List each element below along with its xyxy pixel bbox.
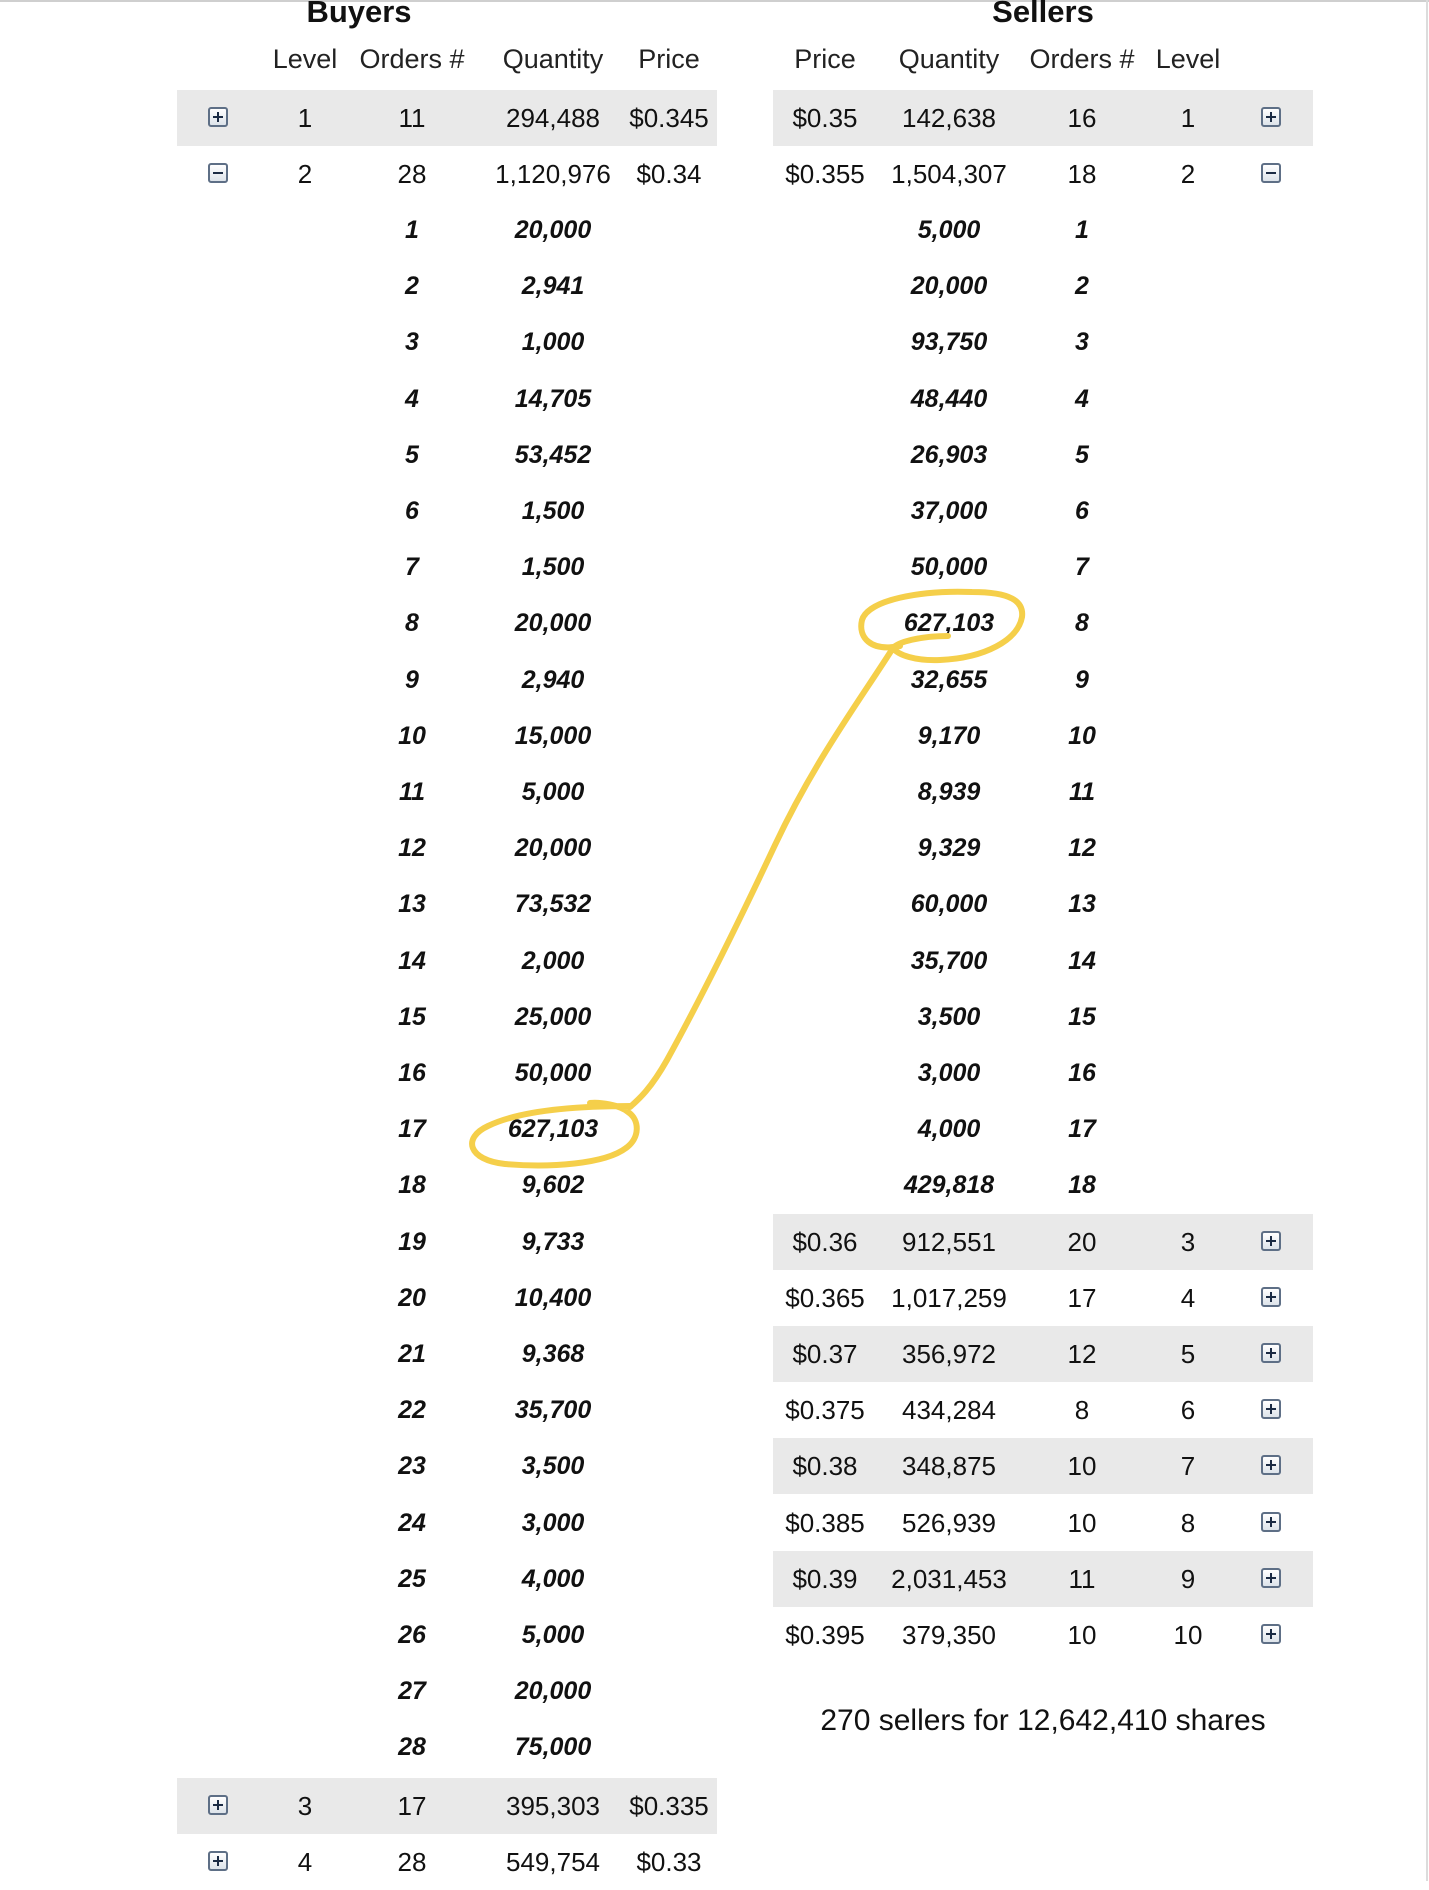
seller-order-quantity: 429,818 xyxy=(903,1171,995,1200)
sellers-level-row[interactable] xyxy=(773,1607,1313,1663)
seller-order-quantity: 4,000 xyxy=(917,1115,981,1144)
sellers-price: $0.36 xyxy=(792,1226,858,1257)
sellers-header-orders: Orders # xyxy=(1029,44,1135,74)
buyers-quantity: 1,120,976 xyxy=(495,159,611,189)
seller-order-number: 6 xyxy=(1075,497,1089,525)
seller-order-quantity: 32,655 xyxy=(910,665,988,694)
buyer-order-quantity: 3,500 xyxy=(521,1452,585,1481)
sellers-quantity: 1,017,259 xyxy=(891,1282,1007,1313)
buyer-order-row xyxy=(177,1270,717,1326)
buyer-order-quantity: 20,000 xyxy=(514,834,592,863)
buyer-order-number: 28 xyxy=(398,1733,426,1762)
seller-order-number: 16 xyxy=(1068,1059,1096,1087)
collapse-icon[interactable] xyxy=(208,163,228,183)
sellers-quantity: 356,972 xyxy=(902,1339,996,1369)
seller-order-number: 4 xyxy=(1075,384,1089,413)
sellers-orders: 16 xyxy=(1067,103,1097,133)
buyers-quantity: 395,303 xyxy=(506,1791,600,1821)
sellers-orders: 20 xyxy=(1067,1226,1097,1257)
seller-order-row xyxy=(773,989,1313,1045)
sellers-price: $0.38 xyxy=(792,1451,858,1482)
buyer-order-number: 15 xyxy=(398,1002,426,1031)
seller-order-number: 10 xyxy=(1068,721,1096,750)
sellers-quantity: 526,939 xyxy=(902,1507,996,1538)
expand-icon[interactable] xyxy=(1261,1343,1281,1363)
seller-order-quantity: 37,000 xyxy=(910,497,988,525)
sellers-level: 8 xyxy=(1180,1507,1196,1538)
buyer-order-quantity: 14,705 xyxy=(514,384,592,413)
seller-order-number: 2 xyxy=(1075,272,1089,301)
buyer-order-row xyxy=(177,989,717,1045)
buyer-order-quantity: 627,103 xyxy=(507,1115,599,1144)
sellers-level-row[interactable] xyxy=(773,1551,1313,1607)
buyers-level: 4 xyxy=(297,1847,313,1877)
buyers-level-row[interactable] xyxy=(177,90,717,146)
buyer-order-row xyxy=(177,427,717,483)
sellers-title: Sellers xyxy=(992,0,1094,29)
seller-order-number: 3 xyxy=(1075,328,1089,357)
expand-icon[interactable] xyxy=(1261,1624,1281,1644)
buyer-order-quantity: 20,000 xyxy=(514,1677,592,1706)
buyer-order-row xyxy=(177,933,717,989)
buyer-order-quantity: 20,000 xyxy=(514,609,592,638)
buyer-order-number: 12 xyxy=(398,834,426,863)
seller-order-quantity: 93,750 xyxy=(910,328,988,357)
buyer-order-number: 18 xyxy=(398,1171,426,1200)
sellers-quantity: 912,551 xyxy=(902,1226,996,1257)
buyer-order-number: 11 xyxy=(399,778,425,806)
seller-order-row xyxy=(773,1045,1313,1101)
buyer-order-number: 27 xyxy=(398,1677,426,1706)
seller-order-quantity: 20,000 xyxy=(910,272,988,301)
sellers-header xyxy=(773,44,1313,84)
seller-order-row xyxy=(773,933,1313,989)
buyers-header-orders: Orders # xyxy=(359,44,465,74)
seller-order-row xyxy=(773,595,1313,651)
buyer-order-row xyxy=(177,314,717,370)
right-edge-divider xyxy=(1426,0,1428,1881)
seller-order-quantity: 48,440 xyxy=(910,384,988,413)
seller-order-number: 18 xyxy=(1068,1171,1096,1200)
seller-order-row xyxy=(773,258,1313,314)
seller-order-row xyxy=(773,1157,1313,1213)
buyer-order-row xyxy=(177,539,717,595)
sellers-orders: 10 xyxy=(1067,1620,1097,1650)
buyer-order-quantity: 4,000 xyxy=(521,1564,585,1593)
buyer-order-quantity: 73,532 xyxy=(514,890,592,919)
seller-order-number: 7 xyxy=(1075,553,1089,582)
seller-order-quantity: 9,170 xyxy=(917,721,981,750)
sellers-level-row[interactable] xyxy=(773,1270,1313,1326)
sellers-orders: 17 xyxy=(1067,1282,1097,1313)
expand-icon[interactable] xyxy=(1261,107,1281,127)
buyer-order-number: 21 xyxy=(398,1340,426,1368)
buyer-order-row xyxy=(177,1551,717,1607)
expand-icon[interactable] xyxy=(1261,1231,1281,1251)
buyers-price: $0.335 xyxy=(629,1791,709,1821)
buyers-orders: 11 xyxy=(398,103,426,133)
buyers-orders: 17 xyxy=(397,1791,427,1821)
buyers-header-level: Level xyxy=(272,44,338,74)
expand-icon[interactable] xyxy=(1261,1568,1281,1588)
seller-order-row xyxy=(773,539,1313,595)
buyer-order-number: 2 xyxy=(405,272,419,301)
sellers-orders: 8 xyxy=(1074,1395,1090,1426)
sellers-orders: 10 xyxy=(1067,1507,1097,1538)
seller-order-number: 13 xyxy=(1068,890,1096,919)
buyer-order-number: 10 xyxy=(398,721,426,750)
buyer-order-row xyxy=(177,1607,717,1663)
sellers-price: $0.37 xyxy=(792,1339,858,1369)
buyer-order-row xyxy=(177,258,717,314)
buyer-order-number: 1 xyxy=(405,216,419,244)
buyer-order-quantity: 20,000 xyxy=(514,216,592,244)
sellers-price: $0.35 xyxy=(792,103,858,133)
seller-order-row xyxy=(773,1101,1313,1157)
sellers-level-row[interactable] xyxy=(773,146,1313,202)
expand-icon[interactable] xyxy=(1261,1512,1281,1532)
buyer-order-quantity: 2,940 xyxy=(521,665,585,694)
buyer-order-row xyxy=(177,1663,717,1719)
buyers-level: 3 xyxy=(297,1791,313,1821)
buyer-order-row xyxy=(177,820,717,876)
seller-order-quantity: 50,000 xyxy=(910,553,988,582)
seller-order-quantity: 3,500 xyxy=(917,1002,981,1031)
buyer-order-number: 9 xyxy=(405,665,419,694)
sellers-quantity: 348,875 xyxy=(902,1451,996,1482)
buyer-order-number: 26 xyxy=(398,1621,426,1649)
buyer-order-row xyxy=(177,1495,717,1551)
buyer-order-number: 24 xyxy=(398,1508,426,1537)
seller-order-number: 12 xyxy=(1068,834,1096,863)
seller-order-quantity: 8,939 xyxy=(917,778,981,806)
buyer-order-quantity: 9,733 xyxy=(521,1227,585,1256)
collapse-icon[interactable] xyxy=(1261,163,1281,183)
seller-order-row xyxy=(773,820,1313,876)
seller-order-number: 15 xyxy=(1068,1002,1096,1031)
seller-order-number: 11 xyxy=(1069,778,1095,806)
sellers-header-quantity: Quantity xyxy=(898,44,1000,74)
buyer-order-number: 19 xyxy=(398,1227,426,1256)
sellers-header-level: Level xyxy=(1155,44,1221,74)
seller-order-quantity: 26,903 xyxy=(910,440,988,469)
seller-order-number: 1 xyxy=(1075,216,1089,244)
buyer-order-number: 22 xyxy=(398,1396,426,1425)
sellers-level: 2 xyxy=(1180,159,1196,189)
sellers-quantity: 142,638 xyxy=(902,103,996,133)
buyer-order-row xyxy=(177,652,717,708)
sellers-level: 3 xyxy=(1180,1226,1196,1257)
buyers-orders: 28 xyxy=(397,159,427,189)
buyer-order-row xyxy=(177,708,717,764)
sellers-summary: 270 sellers for 12,642,410 shares xyxy=(820,1704,1266,1737)
sellers-level: 4 xyxy=(1180,1282,1196,1313)
expand-icon[interactable] xyxy=(1261,1455,1281,1475)
buyer-order-number: 13 xyxy=(398,890,426,919)
buyers-quantity: 294,488 xyxy=(506,103,600,133)
buyer-order-quantity: 35,700 xyxy=(514,1396,592,1425)
seller-order-quantity: 5,000 xyxy=(917,216,981,244)
sellers-level: 5 xyxy=(1180,1339,1196,1369)
sellers-level: 7 xyxy=(1180,1451,1196,1482)
sellers-price: $0.385 xyxy=(785,1507,865,1538)
buyer-order-number: 6 xyxy=(405,497,419,525)
buyer-order-number: 25 xyxy=(398,1564,426,1593)
buyers-price: $0.34 xyxy=(636,159,702,189)
seller-order-number: 17 xyxy=(1068,1115,1096,1144)
seller-order-number: 5 xyxy=(1075,440,1089,469)
buyer-order-quantity: 1,500 xyxy=(521,497,585,525)
buyer-order-number: 16 xyxy=(398,1059,426,1087)
sellers-level-row[interactable] xyxy=(773,1214,1313,1270)
buyer-order-number: 7 xyxy=(405,553,419,582)
seller-order-row xyxy=(773,708,1313,764)
seller-order-row xyxy=(773,314,1313,370)
seller-order-quantity: 9,329 xyxy=(917,834,981,863)
buyer-order-quantity: 9,602 xyxy=(521,1171,585,1200)
sellers-price: $0.355 xyxy=(785,159,865,189)
buyer-order-number: 23 xyxy=(398,1452,426,1481)
buyer-order-row xyxy=(177,202,717,258)
seller-order-number: 8 xyxy=(1075,609,1089,638)
buyer-order-number: 20 xyxy=(398,1283,426,1312)
seller-order-quantity: 35,700 xyxy=(910,946,988,975)
buyers-orders: 28 xyxy=(397,1847,427,1877)
expand-icon[interactable] xyxy=(1261,1399,1281,1419)
seller-order-row xyxy=(773,764,1313,820)
expand-icon[interactable] xyxy=(208,1851,228,1871)
buyer-order-row xyxy=(177,1214,717,1270)
buyers-level: 1 xyxy=(297,103,313,133)
sellers-header-price: Price xyxy=(794,44,856,74)
buyers-level-row[interactable] xyxy=(177,1834,717,1890)
seller-order-row xyxy=(773,876,1313,932)
buyers-quantity: 549,754 xyxy=(506,1847,600,1877)
seller-order-quantity: 60,000 xyxy=(910,890,988,919)
buyer-order-row xyxy=(177,1045,717,1101)
buyer-order-number: 5 xyxy=(405,440,419,469)
buyer-order-quantity: 1,500 xyxy=(521,553,585,582)
buyers-level-row[interactable] xyxy=(177,146,717,202)
seller-order-number: 9 xyxy=(1075,665,1089,694)
buyer-order-quantity: 75,000 xyxy=(514,1733,592,1762)
buyer-order-row xyxy=(177,371,717,427)
buyers-title: Buyers xyxy=(306,0,412,29)
sellers-quantity: 434,284 xyxy=(902,1395,996,1426)
seller-order-row xyxy=(773,427,1313,483)
expand-icon[interactable] xyxy=(208,1795,228,1815)
buyers-price: $0.33 xyxy=(636,1847,702,1877)
buyer-order-quantity: 53,452 xyxy=(514,440,592,469)
sellers-level-row[interactable] xyxy=(773,1382,1313,1438)
buyers-level: 2 xyxy=(297,159,313,189)
sellers-price: $0.365 xyxy=(785,1282,865,1313)
buyer-order-row xyxy=(177,483,717,539)
buyer-order-row xyxy=(177,764,717,820)
sellers-level-row[interactable] xyxy=(773,1495,1313,1551)
sellers-level-row[interactable] xyxy=(773,1438,1313,1494)
buyer-order-number: 17 xyxy=(398,1115,426,1144)
buyer-order-quantity: 9,368 xyxy=(521,1340,585,1368)
buyer-order-row xyxy=(177,1101,717,1157)
expand-icon[interactable] xyxy=(208,107,228,127)
buyer-order-row xyxy=(177,1438,717,1494)
buyer-order-quantity: 1,000 xyxy=(521,328,585,357)
buyers-price: $0.345 xyxy=(629,103,709,133)
sellers-quantity: 379,350 xyxy=(902,1620,996,1650)
sellers-price: $0.39 xyxy=(792,1563,858,1594)
buyer-order-quantity: 10,400 xyxy=(514,1283,592,1312)
buyer-order-quantity: 15,000 xyxy=(514,721,592,750)
seller-order-number: 14 xyxy=(1068,946,1096,975)
buyer-order-row xyxy=(177,1719,717,1775)
buyer-order-number: 3 xyxy=(405,328,419,357)
buyer-order-row xyxy=(177,1382,717,1438)
seller-order-row xyxy=(773,483,1313,539)
buyers-header-price: Price xyxy=(638,44,700,74)
sellers-orders: 18 xyxy=(1067,159,1097,189)
buyer-order-quantity: 5,000 xyxy=(521,778,585,806)
expand-icon[interactable] xyxy=(1261,1287,1281,1307)
buyer-order-quantity: 5,000 xyxy=(521,1621,585,1649)
seller-order-quantity: 3,000 xyxy=(917,1059,981,1087)
sellers-level-row[interactable] xyxy=(773,1326,1313,1382)
buyers-header-quantity: Quantity xyxy=(502,44,604,74)
seller-order-quantity: 627,103 xyxy=(903,609,995,638)
buyer-order-number: 4 xyxy=(405,384,419,413)
sellers-level-row[interactable] xyxy=(773,90,1313,146)
buyer-order-quantity: 2,000 xyxy=(521,946,585,975)
buyers-level-row[interactable] xyxy=(177,1778,717,1834)
buyer-order-row xyxy=(177,1157,717,1213)
seller-order-row xyxy=(773,652,1313,708)
sellers-orders: 12 xyxy=(1067,1339,1097,1369)
buyer-order-row xyxy=(177,595,717,651)
sellers-level: 6 xyxy=(1180,1395,1196,1426)
sellers-level: 10 xyxy=(1173,1620,1203,1650)
sellers-orders: 11 xyxy=(1068,1563,1096,1594)
sellers-quantity: 1,504,307 xyxy=(891,159,1007,189)
buyer-order-row xyxy=(177,1326,717,1382)
buyer-order-quantity: 25,000 xyxy=(514,1002,592,1031)
seller-order-row xyxy=(773,371,1313,427)
buyer-order-quantity: 50,000 xyxy=(514,1059,592,1087)
sellers-quantity: 2,031,453 xyxy=(891,1563,1007,1594)
buyer-order-number: 8 xyxy=(405,609,419,638)
sellers-level: 9 xyxy=(1180,1563,1196,1594)
buyer-order-row xyxy=(177,876,717,932)
sellers-orders: 10 xyxy=(1067,1451,1097,1482)
sellers-level: 1 xyxy=(1180,103,1196,133)
sellers-price: $0.375 xyxy=(785,1395,865,1426)
seller-order-row xyxy=(773,202,1313,258)
sellers-price: $0.395 xyxy=(785,1620,865,1650)
buyer-order-number: 14 xyxy=(398,946,426,975)
buyers-header xyxy=(177,44,717,84)
buyer-order-quantity: 3,000 xyxy=(521,1508,585,1537)
buyer-order-quantity: 2,941 xyxy=(521,272,585,301)
